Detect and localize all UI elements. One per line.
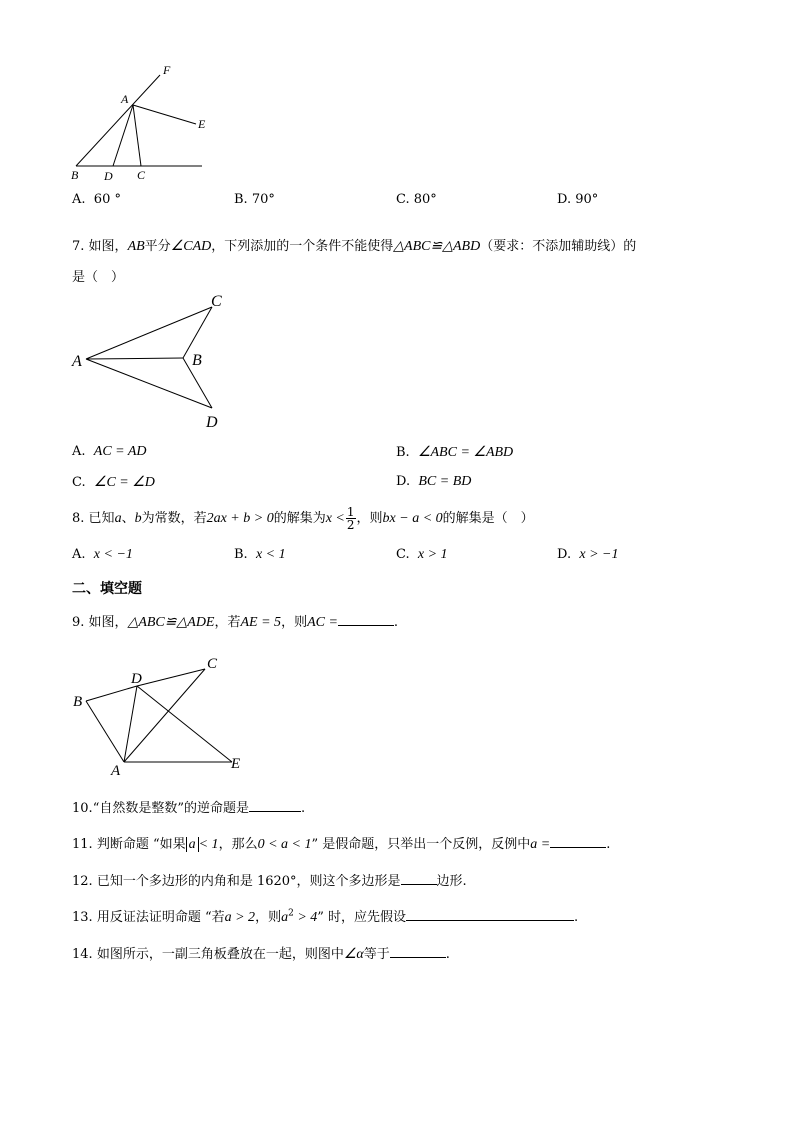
option-letter: D. — [396, 474, 411, 489]
option-letter: D. — [557, 192, 572, 207]
option-text: ∠ABC = ∠ABD — [417, 445, 514, 460]
option-letter: B. — [234, 547, 248, 562]
option-letter: C. — [396, 192, 410, 207]
math-angle-alpha: ∠α — [343, 947, 364, 962]
stem-text: . — [606, 837, 611, 852]
question-number: 7. — [72, 239, 85, 254]
math-inequality-1: 2ax + b > 0 — [206, 511, 274, 526]
answer-blank[interactable] — [249, 799, 301, 812]
label-C: C — [211, 293, 222, 310]
stem-text: 已知 — [88, 511, 115, 526]
math-concl-rest: > 4 — [293, 910, 318, 925]
option-text: 90° — [575, 192, 599, 207]
option-text: 80° — [413, 192, 437, 207]
q14-stem — [72, 943, 450, 963]
stem-text: 的解集为 — [273, 511, 326, 526]
q10-stem — [72, 797, 305, 816]
question-number: 8. — [72, 511, 85, 526]
question-number: 11. — [72, 837, 93, 852]
stem-text: ，那么 — [218, 837, 258, 852]
math-congruence: △ABC≌△ABD — [393, 239, 481, 254]
answer-blank[interactable] — [550, 835, 606, 848]
label-A: A — [121, 92, 129, 106]
stem-text: 已知一个多边形的内角和是 1620°，则这个多边形是 — [96, 874, 401, 889]
question-number: 12. — [72, 874, 93, 889]
q12-stem — [72, 870, 467, 889]
math-a: a — [114, 511, 122, 526]
label-A: A — [111, 763, 121, 779]
stem-text: 平分 — [144, 239, 171, 254]
option-text: BC = BD — [418, 474, 472, 489]
question-number: 14. — [72, 947, 93, 962]
stem-text: 是（ ） — [72, 270, 125, 285]
math-condition: a > 2 — [224, 910, 256, 925]
label-A: A — [72, 353, 82, 370]
math-a-eq: a = — [530, 837, 551, 852]
math-ab: AB — [127, 239, 145, 254]
option-letter: D. — [557, 547, 572, 562]
option-text: AC = AD — [93, 444, 147, 459]
stem-text: ，若 — [214, 615, 241, 630]
math-less-one: < 1 — [198, 837, 219, 852]
stem-text: ” 是假命题，只举出一个反例，反例中 — [311, 837, 531, 852]
stem-text: 如图， — [88, 239, 128, 254]
stem-text: “自然数是整数”的逆命题是 — [92, 801, 249, 816]
math-exponent: 2 — [288, 908, 294, 919]
option-letter: C. — [72, 475, 86, 490]
label-D: D — [131, 671, 142, 687]
fraction-denominator: 2 — [346, 518, 355, 532]
answer-blank[interactable] — [406, 908, 574, 921]
label-D: D — [104, 169, 113, 183]
stem-text: . — [445, 947, 450, 962]
math-x-less: x < — [325, 511, 345, 526]
math-ae: AE = 5 — [240, 615, 282, 630]
math-inequality-2: bx − a < 0 — [382, 511, 443, 526]
label-D: D — [206, 414, 218, 431]
option-letter: C. — [396, 547, 410, 562]
option-letter: B. — [396, 445, 410, 460]
label-B: B — [192, 352, 202, 369]
stem-text: 为常数，若 — [141, 511, 207, 526]
answer-blank[interactable] — [390, 945, 446, 958]
fraction-numerator: 1 — [346, 505, 355, 519]
math-ac: AC = — [307, 615, 338, 630]
option-text: x < −1 — [93, 547, 133, 562]
question-number: 13. — [72, 910, 93, 925]
label-E: E — [231, 756, 241, 772]
option-text: 60 ° — [93, 192, 121, 207]
label-C: C — [137, 168, 146, 182]
q13-stem — [72, 906, 578, 926]
option-text: 70° — [251, 192, 275, 207]
option-text: ∠C = ∠D — [93, 475, 155, 490]
math-angle-cad: ∠CAD — [170, 239, 212, 254]
label-F: F — [163, 63, 171, 77]
option-text: x > 1 — [417, 547, 448, 562]
stem-text: ” 时，应先假设 — [317, 910, 407, 925]
option-text: x > −1 — [579, 547, 619, 562]
stem-text: 、 — [121, 511, 135, 526]
label-E: E — [198, 117, 206, 131]
q11-stem — [72, 833, 610, 853]
stem-text: 边形. — [436, 874, 467, 889]
label-B: B — [73, 694, 83, 710]
stem-text: ，则 — [255, 910, 282, 925]
stem-text: 判断命题 “如果 — [96, 837, 186, 852]
stem-text: 如图所示，一副三角板叠放在一起，则图中 — [96, 947, 344, 962]
math-concl-base: a — [281, 910, 289, 925]
question-number: 9. — [72, 615, 85, 630]
stem-text: . — [393, 615, 399, 630]
math-abs-a: a — [186, 837, 199, 852]
option-text: x < 1 — [255, 547, 286, 562]
answer-blank[interactable] — [401, 872, 437, 885]
option-letter: A. — [72, 444, 86, 459]
stem-text: 的解集是（ ） — [442, 511, 534, 526]
option-letter: A. — [72, 192, 86, 207]
label-C: C — [207, 656, 218, 672]
stem-text: ，则 — [281, 615, 308, 630]
math-range: 0 < a < 1 — [257, 837, 312, 852]
section-title: 二、填空题 — [72, 581, 142, 597]
math-congruence: △ABC≌△ADE — [127, 615, 215, 630]
stem-text: . — [574, 910, 579, 925]
stem-text: ，下列添加的一个条件不能使得 — [211, 239, 394, 254]
option-letter: B. — [234, 192, 248, 207]
stem-text: （要求：不添加辅助线）的 — [480, 239, 637, 254]
stem-text: 如图， — [88, 615, 128, 630]
stem-text: ，则 — [356, 511, 383, 526]
stem-text: . — [300, 801, 306, 816]
stem-text: 等于 — [363, 947, 390, 962]
math-b: b — [134, 511, 142, 526]
question-number: 10. — [72, 801, 93, 816]
label-B: B — [71, 168, 79, 182]
option-letter: A. — [72, 547, 86, 562]
stem-text: 用反证法证明命题 “若 — [96, 910, 225, 925]
